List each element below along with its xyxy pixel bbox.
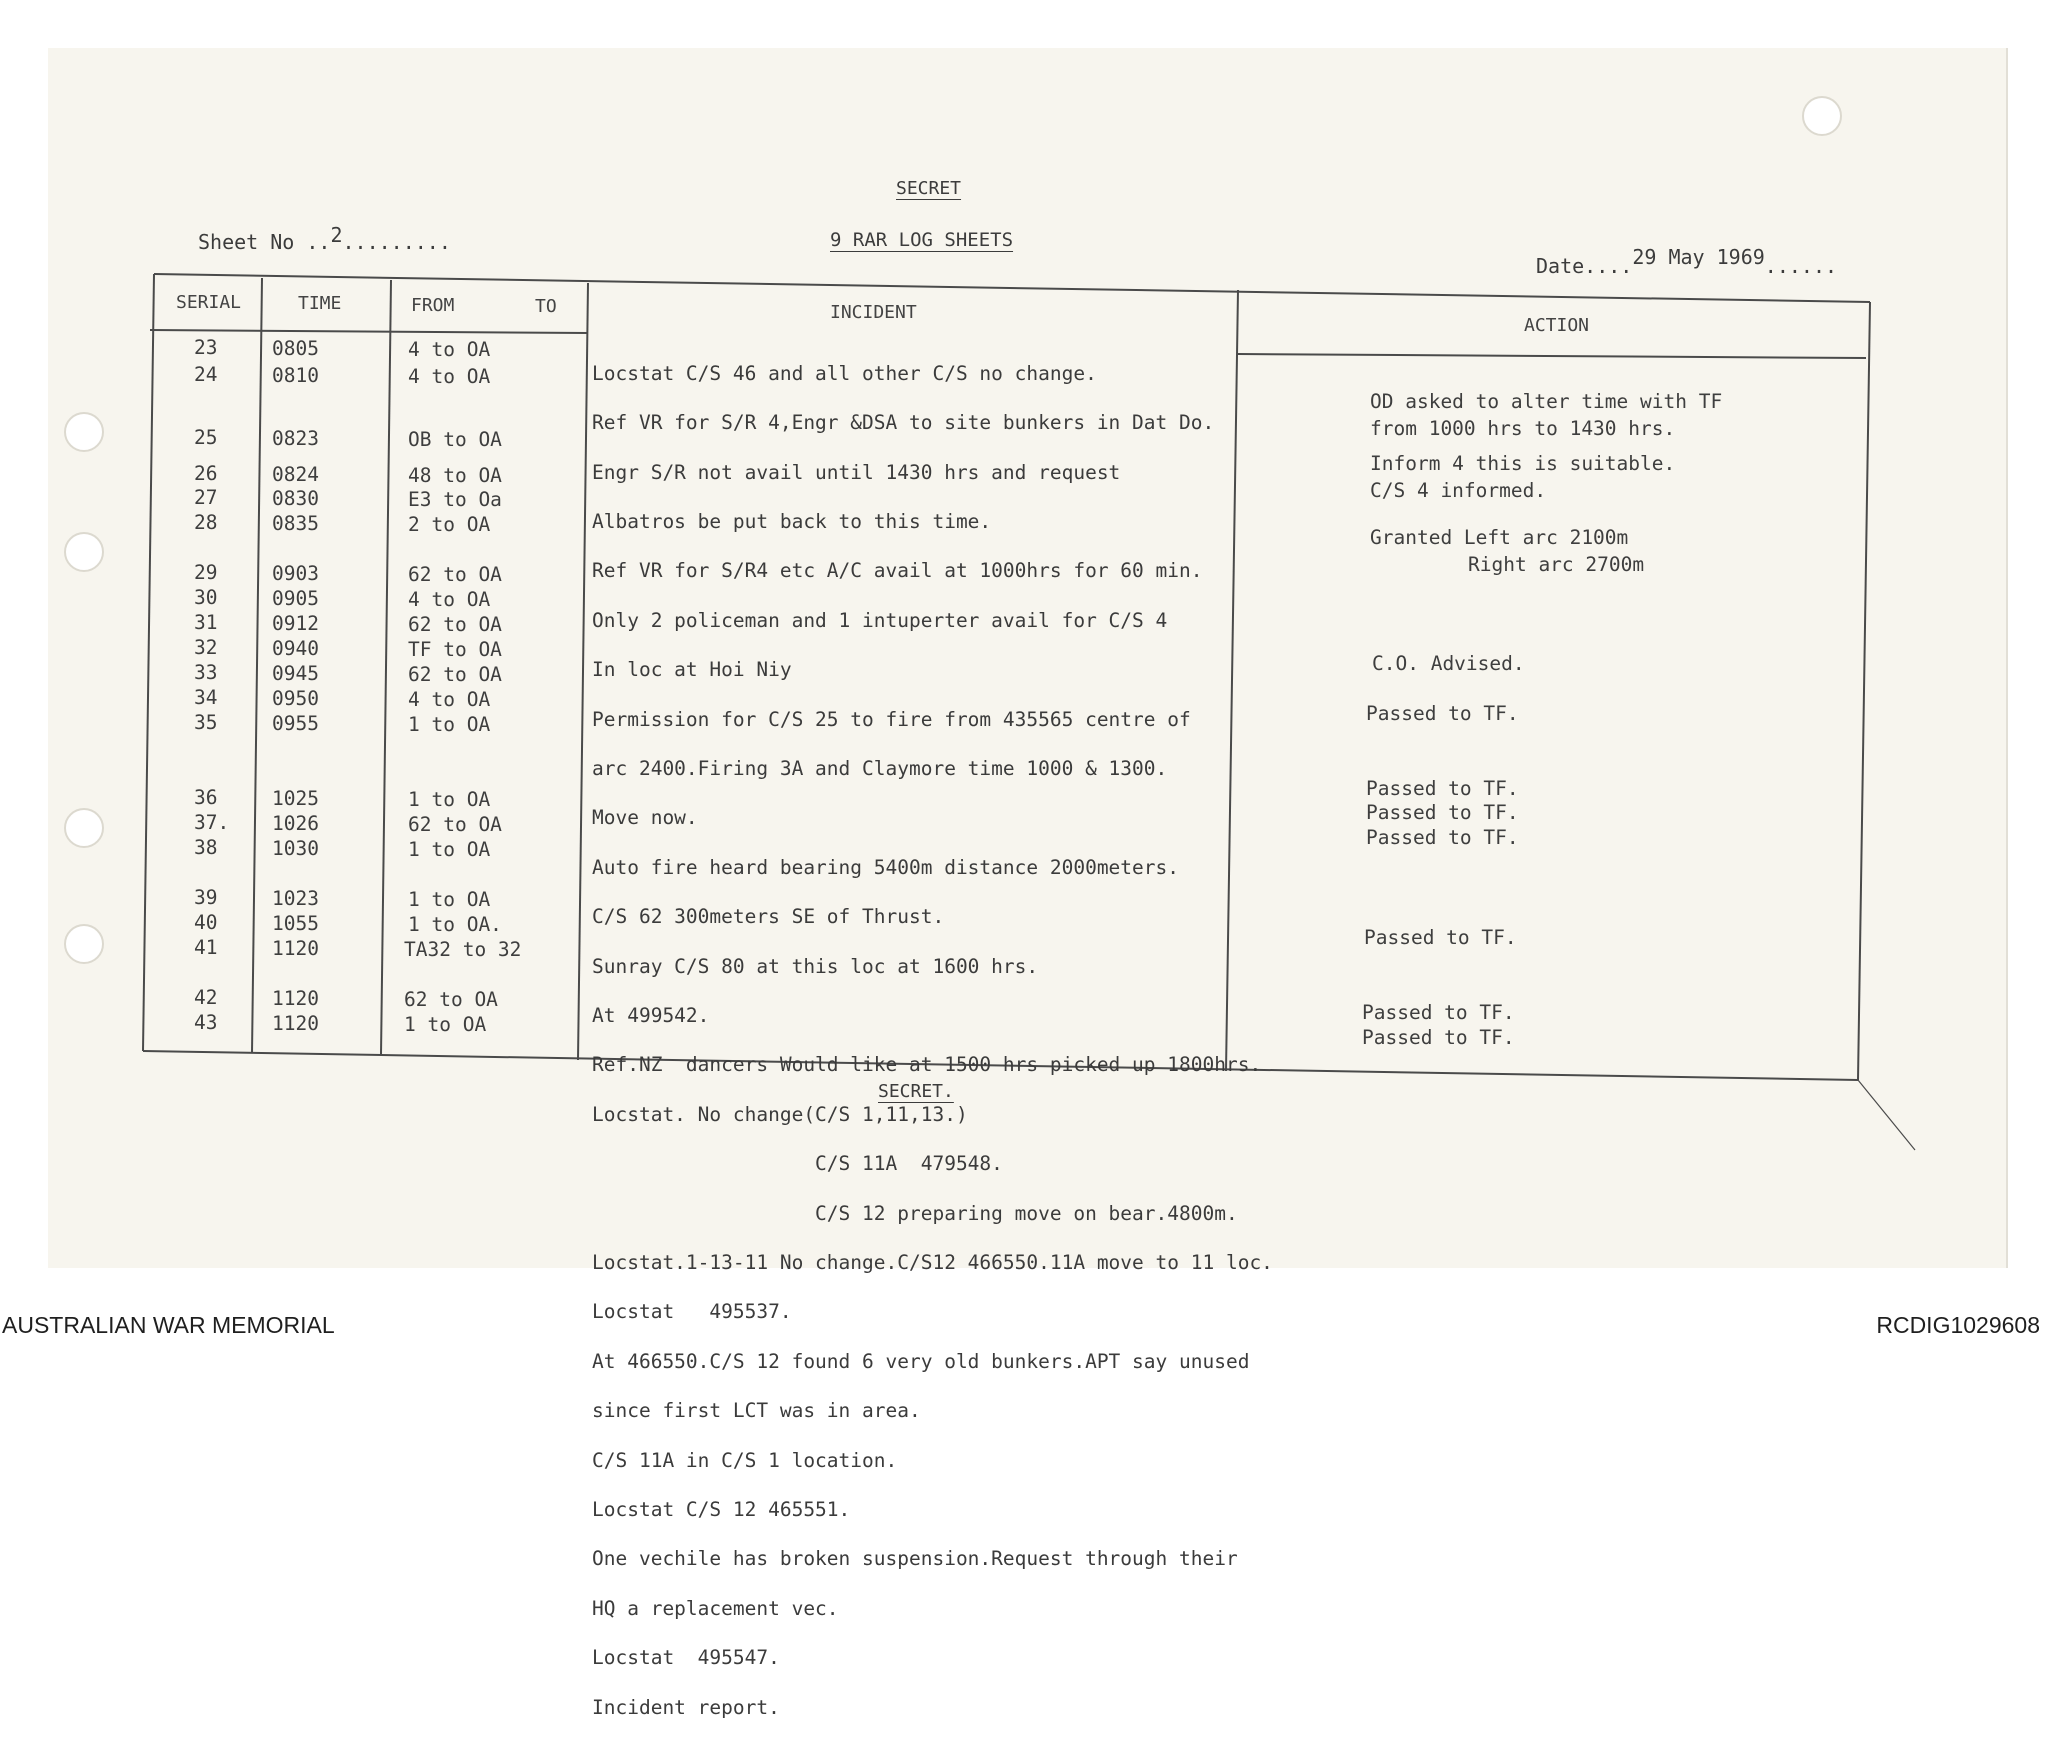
incident-line: Locstat 495547.	[592, 1646, 780, 1670]
sheet-number: 2	[330, 223, 343, 247]
action-co-advised: C.O. Advised.	[1372, 652, 1525, 675]
col-header-action: ACTION	[1524, 315, 1590, 336]
row-24-serial: 24	[194, 363, 218, 386]
row-26-time: 0824	[272, 463, 319, 486]
row-24-time: 0810	[272, 364, 319, 387]
row-23-serial: 23	[194, 336, 218, 359]
incident-line: Locstat 495537.	[592, 1300, 792, 1324]
row-26-from-to: 48 to OA	[408, 464, 502, 487]
row-29-from-to: 62 to OA	[408, 563, 502, 586]
row-31-from-to: 62 to OA	[408, 613, 502, 636]
sheet-dots: .........	[342, 230, 451, 254]
action-line: C/S 4 informed.	[1370, 479, 1547, 502]
row-43-from-to: 1 to OA	[404, 1013, 487, 1036]
action-granted-left: Granted Left arc 2100m	[1370, 526, 1629, 549]
incident-line: Locstat C/S 12 465551.	[592, 1498, 851, 1522]
action-passed-38: Passed to TF.	[1366, 826, 1519, 849]
log-title: 9 RAR LOG SHEETS	[830, 229, 1014, 251]
row-25-serial: 25	[194, 426, 218, 449]
incident-line: Sunray C/S 80 at this loc at 1600 hrs.	[592, 954, 1039, 978]
row-34-time: 0950	[272, 687, 319, 710]
classification-top: SECRET	[896, 178, 962, 199]
paper-edge-stroke	[1858, 1080, 1915, 1150]
row-33-from-to: 62 to OA	[408, 663, 502, 686]
col-sep-from	[578, 283, 588, 1060]
action-passed-40: Passed to TF.	[1364, 926, 1517, 949]
row-27-from-to: E3 to Oa	[408, 488, 502, 511]
row-40-time: 1055	[272, 912, 319, 935]
incident-line: In loc at Hoi Niy	[592, 658, 792, 682]
incident-line: C/S 11A 479548.	[592, 1152, 1003, 1176]
row-33-time: 0945	[272, 662, 319, 685]
incident-line: Locstat. No change(C/S 1,11,13.)	[592, 1102, 968, 1126]
row-31-serial: 31	[194, 611, 218, 634]
incident-line: C/S 11A in C/S 1 location.	[592, 1448, 898, 1472]
row-41-from-to: TA32 to 32	[404, 938, 522, 961]
incident-line: Engr S/R not avail until 1430 hrs and request	[592, 460, 1121, 484]
incident-line: Permission for C/S 25 to fire from 435565 centre of	[592, 707, 1191, 731]
date-label: Date....	[1536, 254, 1633, 278]
action-inform	[1370, 450, 1675, 504]
date-value: 29 May 1969	[1632, 245, 1765, 269]
action-od-asked	[1370, 388, 1722, 442]
header-rule-action	[1238, 354, 1866, 358]
incident-line: Only 2 policeman and 1 intuperter avail for C/S 4	[592, 608, 1168, 632]
row-39-from-to: 1 to OA	[408, 888, 491, 911]
row-28-time: 0835	[272, 512, 319, 535]
row-36-from-to: 1 to OA	[408, 788, 491, 811]
incident-line: Ref VR for S/R4 etc A/C avail at 1000hrs for 60 min.	[592, 559, 1203, 583]
row-42-from-to: 62 to OA	[404, 988, 498, 1011]
incident-column	[592, 337, 1273, 1745]
col-sep-time	[381, 280, 391, 1055]
col-header-to: TO	[535, 296, 557, 317]
row-38-serial: 38	[194, 836, 218, 859]
incident-line: HQ a replacement vec.	[592, 1596, 839, 1620]
col-header-serial: SERIAL	[176, 292, 242, 313]
row-30-from-to: 4 to OA	[408, 588, 491, 611]
row-30-time: 0905	[272, 587, 319, 610]
incident-line: arc 2400.Firing 3A and Claymore time 1000 & 1300.	[592, 756, 1168, 780]
left-border	[143, 274, 154, 1051]
row-38-from-to: 1 to OA	[408, 838, 491, 861]
row-36-time: 1025	[272, 787, 319, 810]
row-30-serial: 30	[194, 586, 218, 609]
action-passed-43: Passed to TF.	[1362, 1026, 1515, 1049]
row-27-time: 0830	[272, 487, 319, 510]
row-27-serial: 27	[194, 486, 218, 509]
action-passed-37: Passed to TF.	[1366, 801, 1519, 824]
incident-line: At 499542.	[592, 1003, 710, 1027]
row-33-serial: 33	[194, 661, 218, 684]
row-38-time: 1030	[272, 837, 319, 860]
incident-line: Locstat C/S 46 and all other C/S no change.	[592, 361, 1097, 385]
row-25-time: 0823	[272, 427, 319, 450]
row-23-from-to: 4 to OA	[408, 338, 491, 361]
row-40-serial: 40	[194, 911, 218, 934]
row-32-time: 0940	[272, 637, 319, 660]
row-34-from-to: 4 to OA	[408, 688, 491, 711]
classification-bottom: SECRET.	[878, 1081, 954, 1102]
row-34-serial: 34	[194, 686, 218, 709]
row-42-serial: 42	[194, 986, 218, 1009]
row-37-from-to: 62 to OA	[408, 813, 502, 836]
row-29-serial: 29	[194, 561, 218, 584]
incident-line: One vechile has broken suspension.Request through their	[592, 1547, 1238, 1571]
row-36-serial: 36	[194, 786, 218, 809]
col-header-from: FROM	[411, 295, 455, 316]
action-granted-right: Right arc 2700m	[1468, 553, 1645, 576]
incident-line: C/S 62 300meters SE of Thrust.	[592, 905, 945, 929]
incident-line: Incident report.	[592, 1695, 780, 1719]
incident-line: Albatros be put back to this time.	[592, 509, 992, 533]
incident-line: At 466550.C/S 12 found 6 very old bunkers.APT say unused	[592, 1349, 1250, 1373]
archive-credit: AUSTRALIAN WAR MEMORIAL	[2, 1312, 335, 1338]
row-41-time: 1120	[272, 937, 319, 960]
row-41-serial: 41	[194, 936, 218, 959]
sheet-label: Sheet No ..	[198, 230, 331, 254]
row-42-time: 1120	[272, 987, 319, 1010]
row-37-time: 1026	[272, 812, 319, 835]
incident-line: Locstat.1-13-11 No change.C/S12 466550.11A move to 11 loc.	[592, 1251, 1273, 1275]
incident-line: Move now.	[592, 806, 698, 830]
col-header-time: TIME	[298, 293, 342, 314]
row-31-time: 0912	[272, 612, 319, 635]
row-43-time: 1120	[272, 1012, 319, 1035]
row-35-from-to: 1 to OA	[408, 713, 491, 736]
action-line: Inform 4 this is suitable.	[1370, 452, 1676, 475]
row-23-time: 0805	[272, 337, 319, 360]
action-passed-42: Passed to TF.	[1362, 1001, 1515, 1024]
incident-line: Auto fire heard bearing 5400m distance 2000meters.	[592, 855, 1179, 879]
col-sep-serial	[252, 278, 262, 1053]
row-25-from-to: OB to OA	[408, 428, 502, 451]
date-dots: ......	[1764, 254, 1838, 278]
row-43-serial: 43	[194, 1011, 218, 1034]
row-24-from-to: 4 to OA	[408, 365, 491, 388]
action-line: from 1000 hrs to 1430 hrs.	[1370, 417, 1676, 440]
row-29-time: 0903	[272, 562, 319, 585]
row-39-serial: 39	[194, 886, 218, 909]
row-26-serial: 26	[194, 462, 218, 485]
row-32-serial: 32	[194, 636, 218, 659]
row-28-serial: 28	[194, 511, 218, 534]
row-39-time: 1023	[272, 887, 319, 910]
row-35-time: 0955	[272, 712, 319, 735]
right-border	[1858, 302, 1870, 1080]
incident-line: since first LCT was in area.	[592, 1399, 921, 1423]
action-passed-34: Passed to TF.	[1366, 702, 1519, 725]
action-line: OD asked to alter time with TF	[1370, 390, 1723, 413]
archive-id: RCDIG1029608	[1876, 1312, 2040, 1338]
row-28-from-to: 2 to OA	[408, 513, 491, 536]
row-40-from-to: 1 to OA.	[408, 913, 502, 936]
row-37-serial: 37.	[194, 811, 230, 834]
incident-line: Ref.NZ dancers Would like at 1500 hrs picked up 1800hrs.	[592, 1053, 1262, 1077]
incident-line: C/S 12 preparing move on bear.4800m.	[592, 1201, 1238, 1225]
header-rule-left	[150, 330, 588, 333]
row-32-from-to: TF to OA	[408, 638, 502, 661]
col-header-incident: INCIDENT	[830, 302, 917, 323]
action-passed-36: Passed to TF.	[1366, 777, 1519, 800]
row-35-serial: 35	[194, 711, 218, 734]
incident-line: Ref VR for S/R 4,Engr &DSA to site bunkers in Dat Do.	[592, 411, 1215, 435]
